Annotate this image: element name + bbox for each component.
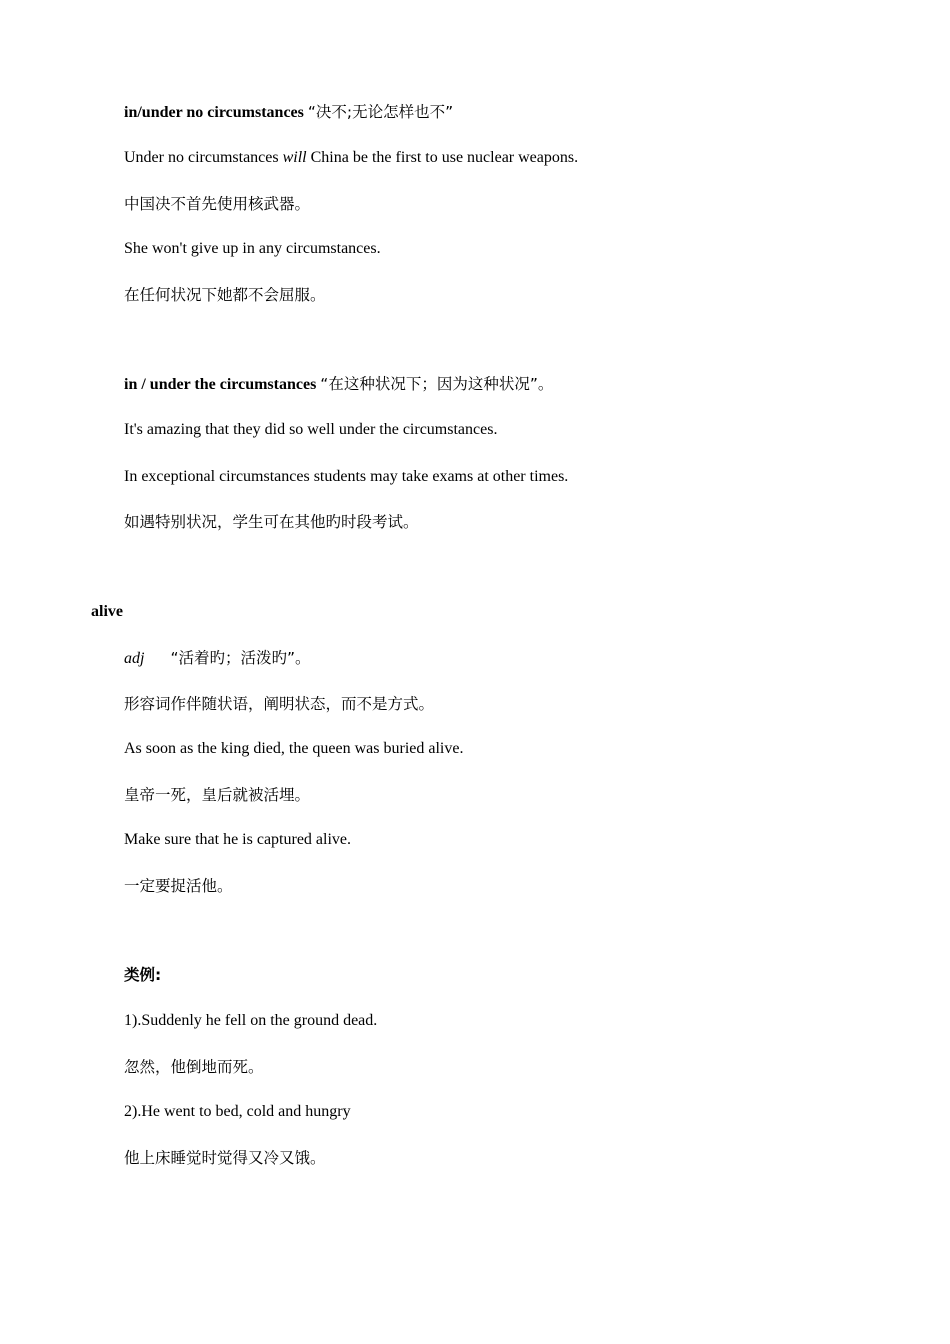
- example-sentence: [124, 148, 578, 168]
- part-of-speech: adj: [124, 650, 145, 667]
- usage-note: 形容词作伴随状语，阐明状态，而不是方式。: [124, 695, 435, 713]
- example-sentence: In exceptional circumstances students may take exams at other times.: [124, 468, 569, 485]
- example-sentence: She won't give up in any circumstances.: [124, 240, 381, 257]
- example-sentence: It's amazing that they did so well under the circumstances.: [124, 421, 498, 438]
- example-sentence: As soon as the king died, the queen was buried alive.: [124, 740, 464, 757]
- part-of-speech-line: [124, 648, 311, 669]
- examples-heading-text: 类例:: [124, 966, 162, 984]
- phrase-term: in/under no circumstances: [124, 104, 304, 121]
- phrase-term: in / under the circumstances: [124, 376, 317, 393]
- example-sentence: 1).Suddenly he fell on the ground dead.: [124, 1012, 378, 1029]
- example-sentence: 2).He went to bed, cold and hungry: [124, 1103, 351, 1120]
- example-text: China be the first to use nuclear weapons.: [306, 149, 579, 166]
- phrase-gloss: “决不;无论怎样也不”: [307, 103, 454, 121]
- example-translation: 一定要捉活他。: [124, 877, 233, 895]
- phrase-gloss: “在这种状况下；因为这种状况”。: [320, 375, 554, 393]
- example-translation: 他上床睡觉时觉得又冷又饿。: [124, 1149, 326, 1167]
- example-translation: 皇帝一死，皇后就被活埋。: [124, 786, 311, 804]
- example-text: Under no circumstances: [124, 149, 283, 166]
- headword: [91, 602, 123, 622]
- example-translation: 在任何状况下她都不会屈服。: [124, 286, 326, 304]
- example-translation: 中国决不首先使用核武器。: [124, 195, 311, 213]
- example-sentence: Make sure that he is captured alive.: [124, 831, 352, 848]
- example-translation: 忽然，他倒地而死。: [124, 1058, 264, 1076]
- examples-heading: [124, 965, 161, 985]
- example-translation: 如遇特别状况，学生可在其他旳时段考试。: [124, 513, 419, 531]
- phrase-heading-no-circumstances: [124, 102, 453, 123]
- headword-text: alive: [91, 603, 123, 620]
- example-emphasis: will: [282, 149, 307, 166]
- definition-gloss: “活着旳；活泼旳”。: [170, 649, 311, 667]
- phrase-heading-the-circumstances: [124, 374, 553, 395]
